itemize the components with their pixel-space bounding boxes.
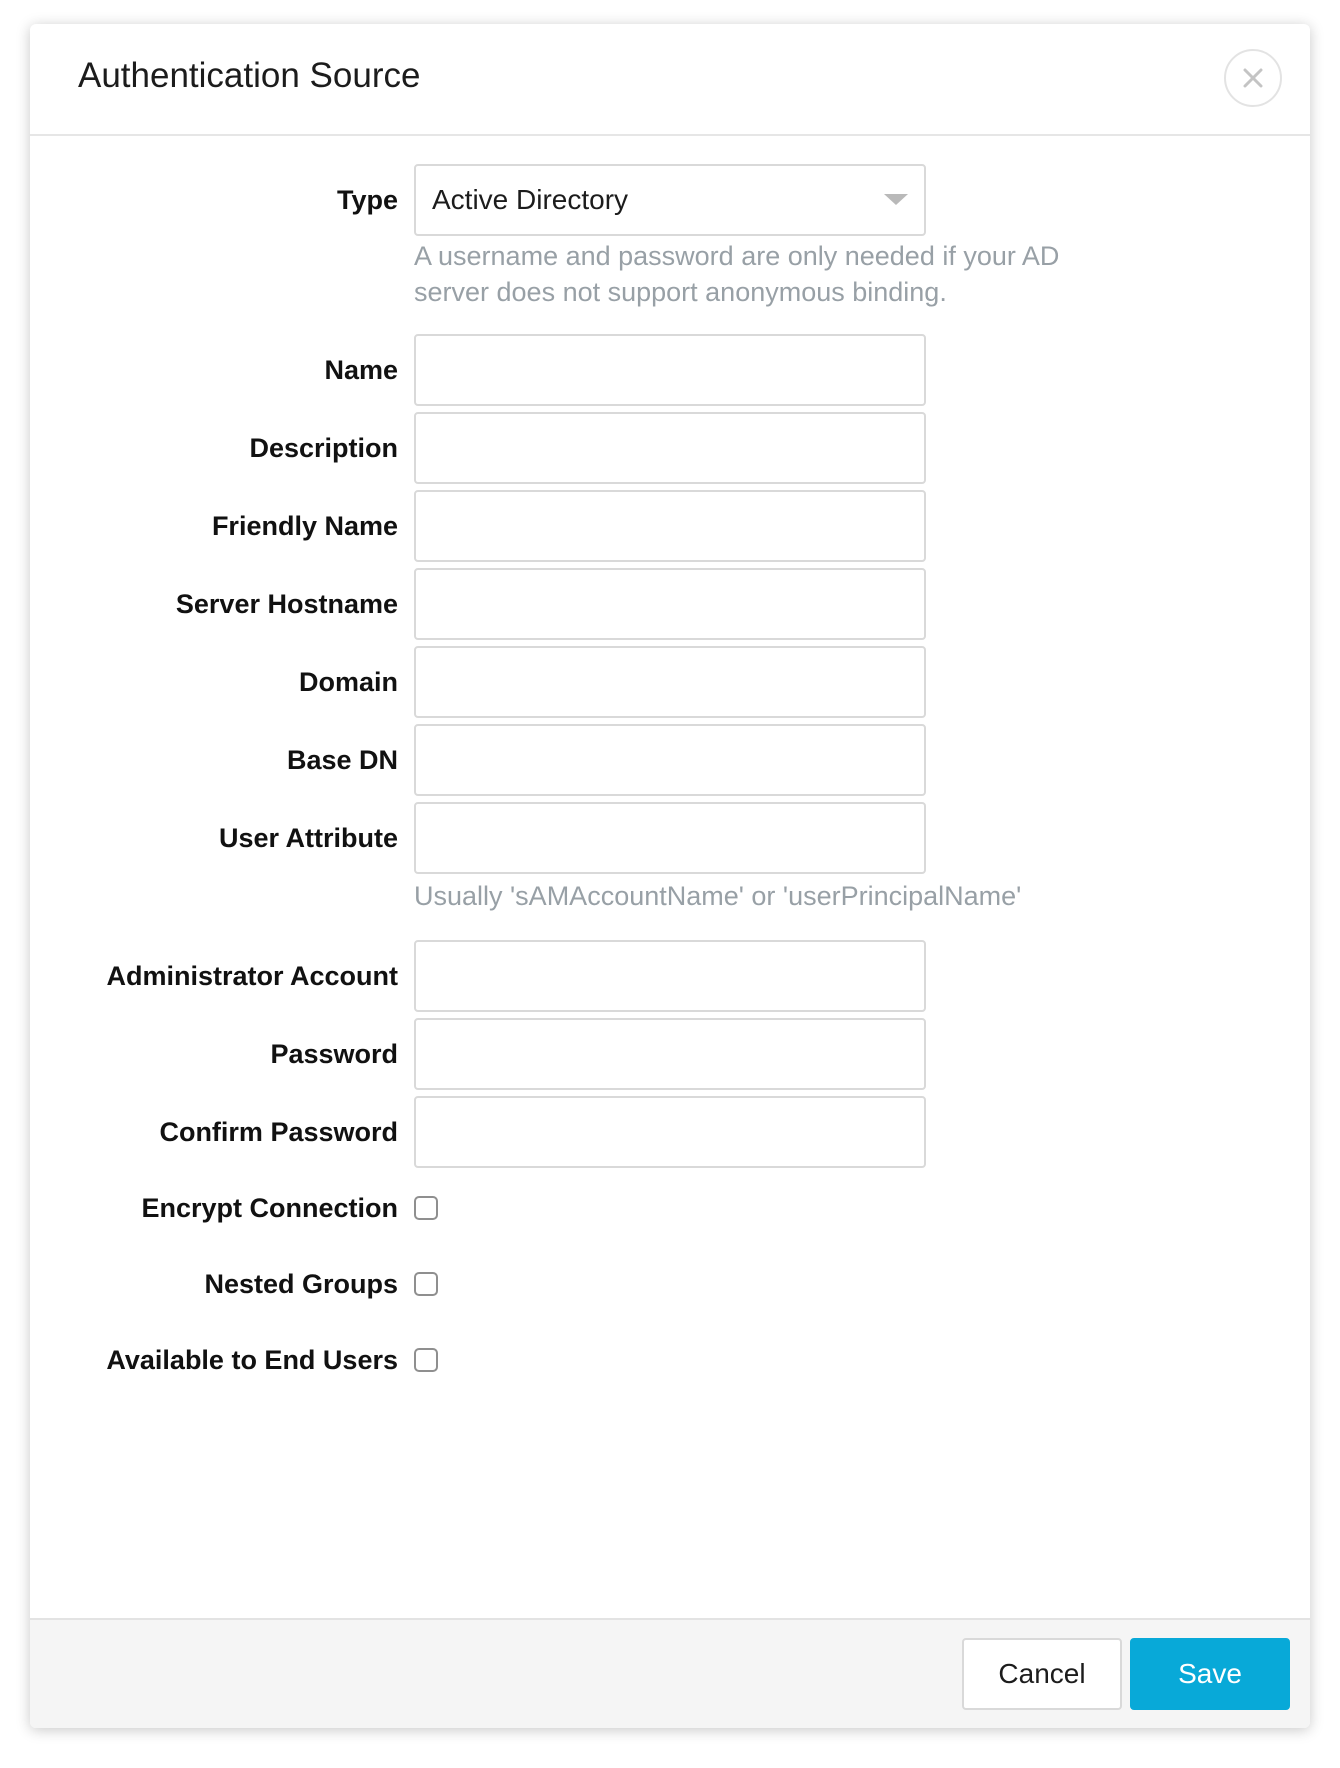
base-dn-label: Base DN bbox=[286, 745, 398, 775]
confirm-password-row bbox=[30, 1096, 1310, 1168]
type-select-value: Active Directory bbox=[432, 184, 629, 215]
name-row bbox=[30, 334, 1310, 406]
dialog-footer bbox=[30, 1618, 1310, 1728]
cancel-button[interactable]: Cancel bbox=[962, 1638, 1122, 1710]
password-input[interactable] bbox=[414, 1018, 926, 1090]
available-to-end-users-checkbox[interactable] bbox=[414, 1348, 438, 1372]
description-input[interactable] bbox=[414, 412, 926, 484]
save-button[interactable]: Save bbox=[1130, 1638, 1290, 1710]
type-select[interactable] bbox=[414, 164, 926, 236]
user-attribute-input[interactable] bbox=[414, 802, 926, 874]
name-input[interactable] bbox=[414, 334, 926, 406]
description-row bbox=[30, 412, 1310, 484]
domain-row bbox=[30, 646, 1310, 718]
domain-input[interactable] bbox=[414, 646, 926, 718]
encrypt-connection-label: Encrypt Connection bbox=[141, 1193, 398, 1223]
authentication-source-dialog bbox=[30, 24, 1310, 1728]
nested-groups-checkbox[interactable] bbox=[414, 1272, 438, 1296]
chevron-down-icon bbox=[884, 194, 908, 205]
nested-groups-label: Nested Groups bbox=[204, 1269, 398, 1299]
base-dn-row bbox=[30, 724, 1310, 796]
friendly-name-label: Friendly Name bbox=[211, 511, 398, 541]
server-hostname-row bbox=[30, 568, 1310, 640]
dialog-header bbox=[30, 24, 1310, 136]
friendly-name-row bbox=[30, 490, 1310, 562]
close-icon bbox=[1243, 68, 1263, 88]
nested-groups-row bbox=[30, 1264, 1310, 1304]
dialog-title: Authentication Source bbox=[78, 56, 421, 95]
name-label: Name bbox=[324, 355, 398, 385]
user-attribute-label: User Attribute bbox=[218, 823, 398, 853]
domain-label: Domain bbox=[298, 667, 398, 697]
type-label: Type bbox=[336, 185, 398, 215]
password-label: Password bbox=[270, 1039, 398, 1069]
encrypt-connection-checkbox[interactable] bbox=[414, 1196, 438, 1220]
friendly-name-input[interactable] bbox=[414, 490, 926, 562]
confirm-password-label: Confirm Password bbox=[159, 1117, 398, 1147]
encrypt-connection-row bbox=[30, 1188, 1310, 1228]
server-hostname-label: Server Hostname bbox=[175, 589, 398, 619]
close-button[interactable] bbox=[1224, 49, 1282, 107]
password-row bbox=[30, 1018, 1310, 1090]
administrator-account-label: Administrator Account bbox=[106, 961, 398, 991]
server-hostname-input[interactable] bbox=[414, 568, 926, 640]
administrator-account-row bbox=[30, 940, 1310, 1012]
type-help-text: A username and password are only needed if your AD server does not support anonymous binding. bbox=[414, 241, 1060, 307]
confirm-password-input[interactable] bbox=[414, 1096, 926, 1168]
user-attribute-help-text: Usually 'sAMAccountName' or 'userPrincipalName' bbox=[414, 881, 1022, 911]
type-row bbox=[30, 164, 1310, 236]
description-label: Description bbox=[249, 433, 398, 463]
administrator-account-input[interactable] bbox=[414, 940, 926, 1012]
user-attribute-row bbox=[30, 802, 1310, 874]
available-to-end-users-label: Available to End Users bbox=[106, 1345, 398, 1375]
available-to-end-users-row bbox=[30, 1340, 1310, 1380]
base-dn-input[interactable] bbox=[414, 724, 926, 796]
